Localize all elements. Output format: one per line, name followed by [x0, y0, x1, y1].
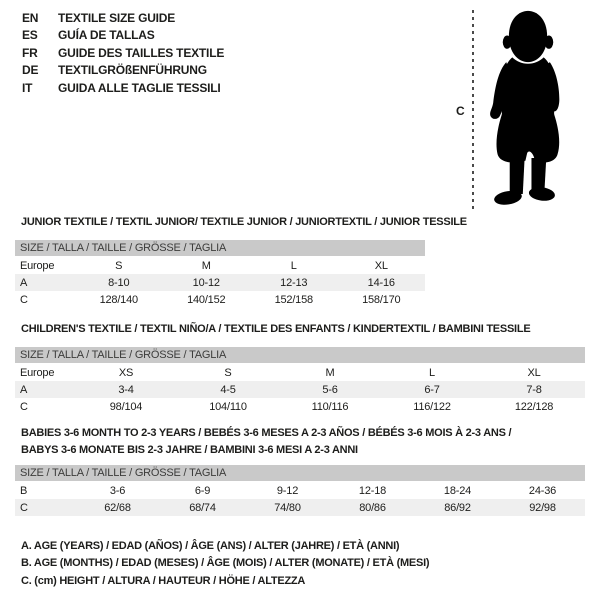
language-row-it: [22, 80, 224, 97]
size-value-cell: 92/98: [500, 499, 585, 516]
size-value-cell: 80/86: [330, 499, 415, 516]
size-value-cell: 3-6: [109, 484, 126, 497]
table-row: [15, 381, 585, 398]
table-row: [15, 398, 585, 415]
height-measure-label: C: [456, 104, 465, 118]
language-code: EN: [22, 11, 39, 25]
size-value-cell: L: [290, 259, 297, 272]
language-row-es: [22, 27, 224, 44]
size-value-cell: 140/152: [187, 293, 226, 306]
table-row: [15, 499, 585, 516]
size-value-cell: 7-8: [483, 381, 585, 398]
size-value-cell: 6-7: [381, 381, 483, 398]
size-table-junior: [15, 257, 425, 308]
size-value-cell: 24-36: [528, 484, 557, 497]
size-value-cell: 12-13: [250, 274, 338, 291]
size-table-babies: [15, 482, 585, 516]
size-value-cell: M: [201, 259, 211, 272]
size-value-cell: 14-16: [338, 274, 426, 291]
size-value-cell: 158/170: [362, 293, 401, 306]
size-value-cell: 116/122: [413, 400, 451, 413]
footnote-b: B. AGE (MONTHS) / EDAD (MESES) / ÂGE (MOIS) / ALTER (MONATE) / ETÀ (MESI): [21, 557, 430, 570]
language-title: GUIDE DES TAILLES TEXTILE: [58, 45, 225, 60]
language-title: GUIDA ALLE TAGLIE TESSILI: [58, 80, 221, 95]
language-list: [22, 10, 224, 97]
size-value-cell: XL: [374, 259, 388, 272]
table-row: [15, 257, 425, 274]
size-value-cell: M: [325, 366, 335, 379]
baby-silhouette-icon: [481, 8, 575, 213]
row-label-cell: C: [15, 499, 75, 516]
size-value-cell: 74/80: [245, 499, 330, 516]
section-title-junior: JUNIOR TEXTILE / TEXTIL JUNIOR/ TEXTILE JUNIOR / JUNIORTEXTIL / JUNIOR TESSILE: [21, 216, 467, 228]
size-value-cell: XL: [527, 366, 541, 379]
size-header-bar: SIZE / TALLA / TAILLE / GRÖSSE / TAGLIA: [15, 240, 425, 256]
row-label-cell: A: [15, 274, 75, 291]
section-title-babies-line1: BABIES 3-6 MONTH TO 2-3 YEARS / BEBÉS 3-6 MESES A 2-3 AÑOS / BÉBÉS 3-6 MOIS À 2-3 ANS /: [21, 427, 512, 439]
language-title: TEXTILGRÖßENFÜHRUNG: [58, 63, 207, 78]
row-label-cell: A: [15, 381, 75, 398]
table-row: [15, 364, 585, 381]
size-value-cell: 5-6: [279, 381, 381, 398]
size-value-cell: S: [224, 366, 232, 379]
language-title: TEXTILE SIZE GUIDE: [58, 11, 176, 25]
size-value-cell: 62/68: [75, 499, 160, 516]
language-row-en: [22, 10, 224, 27]
size-value-cell: XS: [118, 366, 134, 379]
size-value-cell: 6-9: [194, 484, 211, 497]
row-label-cell: C: [20, 400, 28, 413]
size-value-cell: 68/74: [160, 499, 245, 516]
language-code: IT: [22, 80, 33, 95]
language-code: DE: [22, 63, 39, 78]
section-title-children: CHILDREN'S TEXTILE / TEXTIL NIÑO/A / TEXTILE DES ENFANTS / KINDERTEXTIL / BAMBINI TESSILE: [21, 323, 531, 335]
size-value-cell: 12-18: [358, 484, 387, 497]
footnote-a: A. AGE (YEARS) / EDAD (AÑOS) / ÂGE (ANS) / ALTER (JAHRE) / ETÀ (ANNI): [21, 540, 400, 552]
size-header-bar: SIZE / TALLA / TAILLE / GRÖSSE / TAGLIA: [15, 347, 585, 363]
size-value-cell: 10-12: [163, 274, 251, 291]
section-title-babies-line2: BABYS 3-6 MONATE BIS 2-3 JAHRE / BAMBINI 3-6 MESI A 2-3 ANNI: [21, 444, 358, 456]
size-value-cell: 9-12: [276, 484, 299, 497]
table-row: [15, 482, 585, 499]
size-value-cell: L: [429, 366, 435, 379]
size-value-cell: 128/140: [99, 293, 138, 306]
size-table-children: [15, 364, 585, 415]
row-label-cell: Europe: [20, 259, 55, 272]
language-title: GUÍA DE TALLAS: [58, 28, 155, 43]
size-value-cell: 98/104: [109, 400, 143, 413]
size-value-cell: 122/128: [514, 400, 554, 413]
size-value-cell: 18-24: [443, 484, 472, 497]
row-label-cell: Europe: [20, 366, 55, 379]
language-code: FR: [22, 45, 38, 60]
size-value-cell: 110/116: [311, 400, 349, 413]
footnotes: [21, 538, 429, 590]
language-row-fr: [22, 45, 224, 62]
size-value-cell: 104/110: [209, 400, 247, 413]
row-label-cell: B: [20, 484, 28, 497]
size-value-cell: 86/92: [415, 499, 500, 516]
language-code: ES: [22, 28, 38, 43]
size-value-cell: 3-4: [75, 381, 177, 398]
table-row: [15, 291, 425, 308]
size-value-cell: 152/158: [274, 293, 313, 306]
size-value-cell: 4-5: [177, 381, 279, 398]
size-value-cell: 8-10: [75, 274, 163, 291]
table-row: [15, 274, 425, 291]
language-row-de: [22, 62, 224, 79]
footnote-c: C. (cm) HEIGHT / ALTURA / HAUTEUR / HÖHE / ALTEZZA: [21, 574, 306, 587]
size-value-cell: S: [115, 259, 123, 272]
row-label-cell: C: [20, 293, 28, 306]
height-measure-dotted-line: [472, 10, 474, 211]
size-header-bar: SIZE / TALLA / TAILLE / GRÖSSE / TAGLIA: [15, 465, 585, 481]
